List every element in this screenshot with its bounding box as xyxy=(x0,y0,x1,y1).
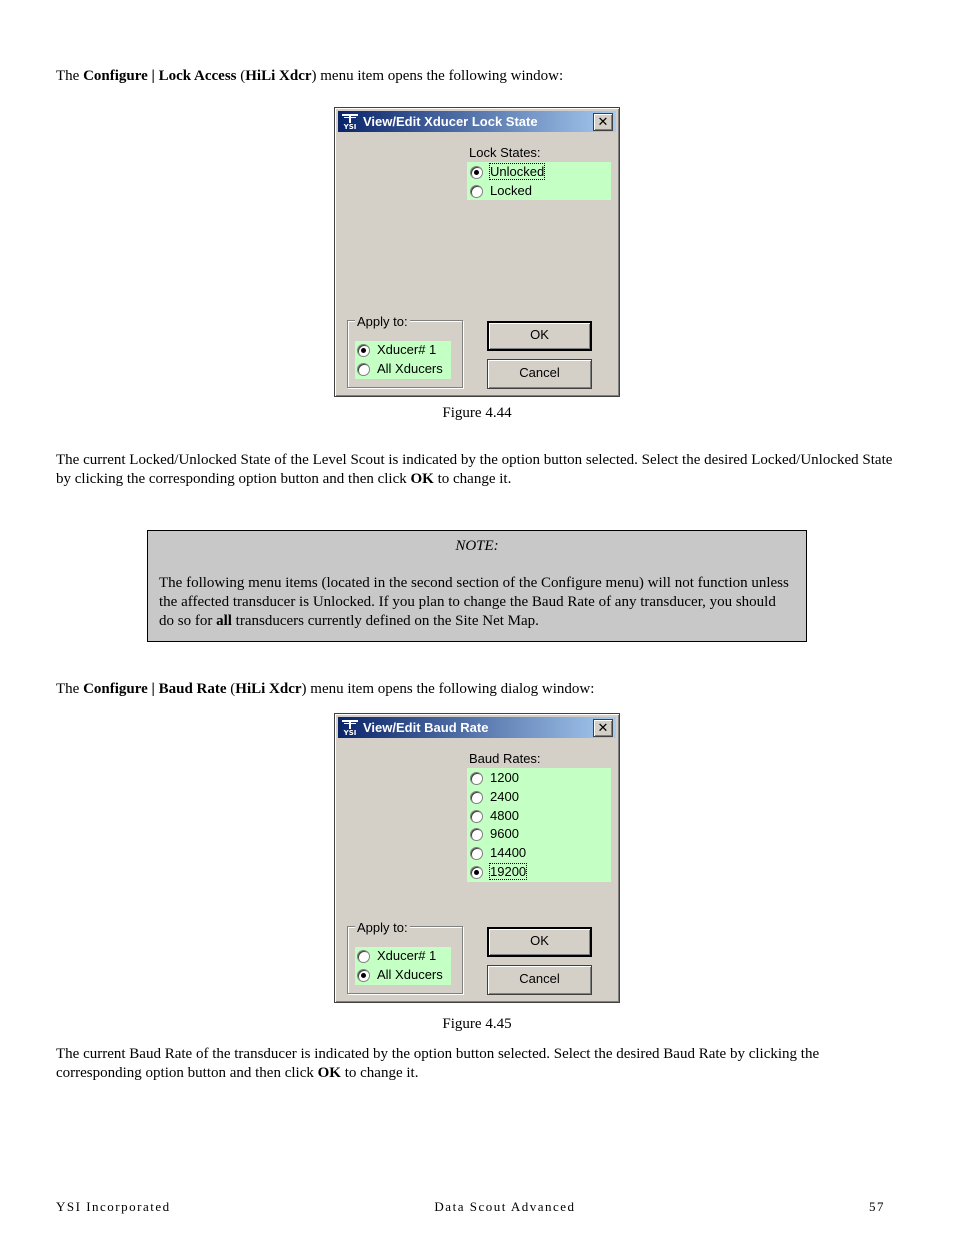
ok-button[interactable]: OK xyxy=(487,927,592,957)
radio-label: 1200 xyxy=(490,770,519,785)
figure-caption: Figure 4.44 xyxy=(442,405,512,421)
radio-label: All Xducers xyxy=(377,967,443,982)
page-number: 57 xyxy=(869,1199,885,1214)
radio-button-icon[interactable] xyxy=(470,866,483,879)
dialog-titlebar[interactable] xyxy=(338,111,616,132)
intro-paragraph-baud-rate: The Configure | Baud Rate (HiLi Xdcr) menu item opens the following dialog window: xyxy=(56,681,595,697)
svg-text:YSI: YSI xyxy=(343,729,357,736)
radio-button-icon[interactable] xyxy=(357,344,370,357)
intro-paragraph-lock-access: The Configure | Lock Access (HiLi Xdcr) menu item opens the following window: xyxy=(56,68,564,84)
radio-button-icon[interactable] xyxy=(357,950,370,963)
figure-caption: Figure 4.45 xyxy=(442,1016,512,1032)
radio-label: Xducer# 1 xyxy=(377,948,437,963)
cancel-button[interactable]: Cancel xyxy=(487,359,592,389)
radio-label: 19200 xyxy=(490,864,527,879)
lock-states-label: Lock States: xyxy=(469,145,541,160)
footer-product: Data Scout Advanced xyxy=(434,1199,576,1214)
baud-rates-label: Baud Rates: xyxy=(469,751,541,766)
dialog-title: View/Edit Baud Rate xyxy=(363,720,489,735)
apply-to-label: Apply to: xyxy=(357,314,408,329)
baud-rate-description: The current Baud Rate of the transducer is indicated by the option button selected. Select the desired Baud Rate by clicking the corresponding option button and then click OK to change it. xyxy=(56,1046,820,1081)
note-title: NOTE: xyxy=(455,538,499,554)
device-type-label: HiLi Xdcr xyxy=(235,681,302,697)
note-body: The following menu items (located in the second section of the Configure menu) will not function unless the affected transducer is Unlocked. If you plan to change the Baud Rate of any transducer, you should do so for all transducers currently defined on the Site Net Map. xyxy=(159,575,789,629)
svg-text:YSI: YSI xyxy=(343,123,357,130)
close-button[interactable] xyxy=(593,113,613,131)
radio-label: 4800 xyxy=(490,808,519,823)
radio-label: 14400 xyxy=(490,845,527,860)
radio-label: 9600 xyxy=(490,826,519,841)
cancel-button[interactable]: Cancel xyxy=(487,965,592,995)
radio-button-icon[interactable] xyxy=(357,363,370,376)
apply-to-label: Apply to: xyxy=(357,920,408,935)
radio-label: Xducer# 1 xyxy=(377,342,437,357)
radio-button-icon[interactable] xyxy=(357,969,370,982)
radio-button-icon[interactable] xyxy=(470,791,483,804)
close-icon: ✕ xyxy=(597,720,609,735)
ok-button[interactable]: OK xyxy=(487,321,592,351)
menu-path-lock-access: Configure | Lock Access xyxy=(83,68,237,84)
radio-button-icon[interactable] xyxy=(470,847,483,860)
dialog-title: View/Edit Xducer Lock State xyxy=(363,114,538,129)
radio-button-icon[interactable] xyxy=(470,185,483,198)
radio-label: Locked xyxy=(490,183,532,198)
close-button[interactable] xyxy=(593,719,613,737)
baud-rate-dialog xyxy=(334,713,620,1003)
menu-path-baud-rate: Configure | Baud Rate xyxy=(83,681,227,697)
radio-button-icon[interactable] xyxy=(470,810,483,823)
radio-button-icon[interactable] xyxy=(470,166,483,179)
baud-rates-option-area xyxy=(467,768,611,882)
ysi-app-icon xyxy=(341,719,359,736)
ysi-app-icon xyxy=(341,113,359,130)
note-box xyxy=(147,530,807,642)
device-type-label: HiLi Xdcr xyxy=(245,68,312,84)
footer-company: YSI Incorporated xyxy=(56,1199,171,1214)
radio-label: All Xducers xyxy=(377,361,443,376)
lock-state-dialog xyxy=(334,107,620,397)
radio-button-icon[interactable] xyxy=(470,772,483,785)
radio-label: 2400 xyxy=(490,789,519,804)
radio-label: Unlocked xyxy=(490,164,545,179)
close-icon: ✕ xyxy=(597,114,609,129)
dialog-titlebar[interactable] xyxy=(338,717,616,738)
radio-button-icon[interactable] xyxy=(470,828,483,841)
lock-state-description: The current Locked/Unlocked State of the Level Scout is indicated by the option button selected. Select the desired Locked/Unlocked State by clicking the corresponding option button and then click OK to change it. xyxy=(56,452,893,487)
